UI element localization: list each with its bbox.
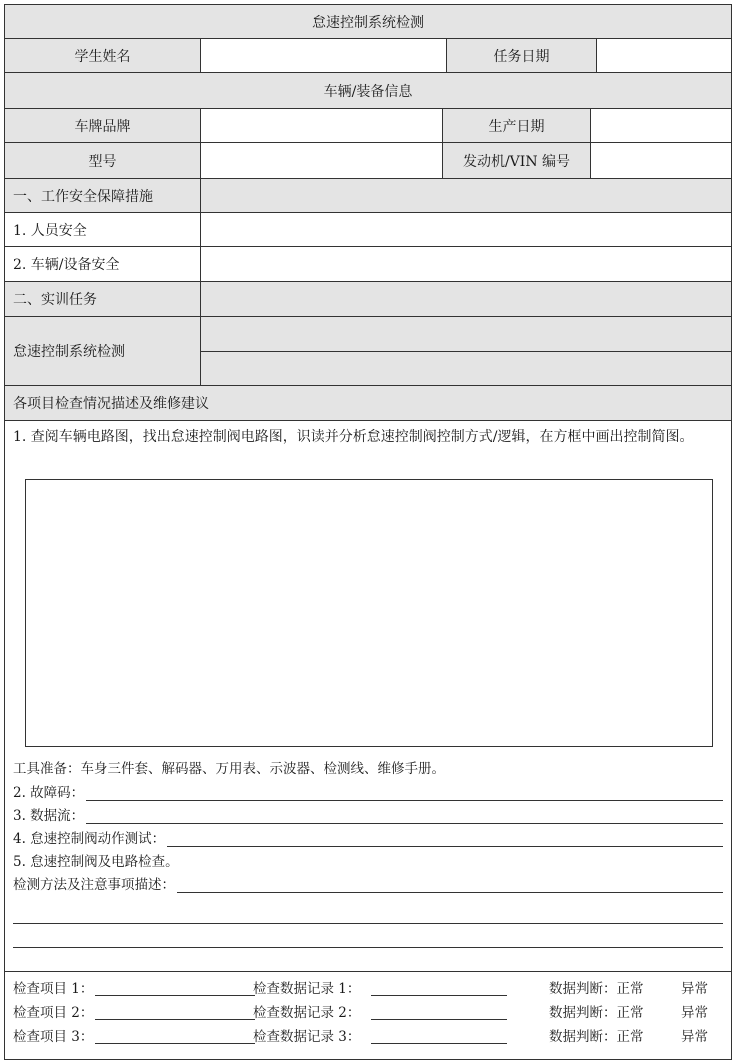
check-record-field-1[interactable] xyxy=(371,995,507,996)
engine-vin-label: 发动机/VIN 编号 xyxy=(443,143,591,178)
student-row xyxy=(5,39,731,73)
inspection-form xyxy=(4,4,732,1060)
method-blank-line-2[interactable] xyxy=(13,947,723,948)
model-label: 型号 xyxy=(5,143,201,178)
data-stream-line xyxy=(13,802,723,824)
engine-vin-field[interactable] xyxy=(591,143,731,178)
check-judge-normal-3[interactable]: 数据判断：正常 xyxy=(549,1029,644,1045)
inspection-section-row xyxy=(5,386,731,421)
model-row xyxy=(5,143,731,179)
brand-field[interactable] xyxy=(201,109,443,142)
step1-text: 1. 查阅车辆电路图，找出怠速控制阀电路图，识读并分析怠速控制阀控制方式/逻辑，在方框中画出控制简图。 xyxy=(13,429,694,445)
tools-label: 工具准备：车身三件套、解码器、万用表、示波器、检测线、维修手册。 xyxy=(13,761,445,777)
vehicle-header: 车辆/装备信息 xyxy=(323,83,413,100)
fault-code-field[interactable] xyxy=(86,778,723,801)
personnel-safety-row xyxy=(5,213,731,247)
safety-section-row xyxy=(5,179,731,213)
vehicle-safety-row xyxy=(5,247,731,282)
check-item-label-2: 检查项目 2： xyxy=(13,1005,94,1021)
production-date-field[interactable] xyxy=(591,109,731,142)
training-section-blank xyxy=(201,282,731,316)
check-item-field-2[interactable] xyxy=(95,1019,255,1020)
check-item-field-1[interactable] xyxy=(95,995,255,996)
inspection-section-title: 各项目检查情况描述及维修建议 xyxy=(13,396,209,412)
fault-code-label: 2. 故障码： xyxy=(13,785,85,801)
brand-label: 车牌品牌 xyxy=(5,109,201,142)
form-title: 怠速控制系统检测 xyxy=(312,14,424,31)
training-task-line-1[interactable] xyxy=(201,317,731,352)
model-field[interactable] xyxy=(201,143,443,178)
check-row-2 xyxy=(13,1001,723,1023)
data-stream-label: 3. 数据流： xyxy=(13,808,85,824)
check-record-field-3[interactable] xyxy=(371,1043,507,1044)
student-name-field[interactable] xyxy=(201,39,447,72)
vehicle-header-row xyxy=(5,73,731,109)
production-date-label: 生产日期 xyxy=(443,109,591,142)
check-judge-abnormal-3[interactable]: 异常 xyxy=(681,1029,708,1045)
task-date-label: 任务日期 xyxy=(447,39,597,72)
check-judge-abnormal-2[interactable]: 异常 xyxy=(681,1005,708,1021)
personnel-safety-label: 1. 人员安全 xyxy=(5,213,201,246)
check-judge-normal-1[interactable]: 数据判断：正常 xyxy=(549,981,644,997)
fault-code-line xyxy=(13,779,723,801)
check-record-field-2[interactable] xyxy=(371,1019,507,1020)
safety-section-blank xyxy=(201,179,731,212)
check-record-label-1: 检查数据记录 1： xyxy=(253,981,361,997)
check-judge-normal-2[interactable]: 数据判断：正常 xyxy=(549,1005,644,1021)
check-item-label-3: 检查项目 3： xyxy=(13,1029,94,1045)
task-date-field[interactable] xyxy=(597,39,731,72)
vehicle-safety-label: 2. 车辆/设备安全 xyxy=(5,247,201,281)
method-field[interactable] xyxy=(177,870,723,893)
training-section-title: 二、实训任务 xyxy=(5,282,201,316)
training-task-row xyxy=(5,317,731,386)
training-task-line-2[interactable] xyxy=(201,352,731,386)
check-section-divider xyxy=(5,971,731,972)
form-title-row xyxy=(5,5,731,39)
brand-row xyxy=(5,109,731,143)
training-section-row xyxy=(5,282,731,317)
vehicle-safety-field[interactable] xyxy=(201,247,731,281)
check-item-field-3[interactable] xyxy=(95,1043,255,1044)
tools-text xyxy=(13,755,723,777)
training-task-field[interactable] xyxy=(201,317,731,385)
circuit-check-line xyxy=(13,848,723,870)
method-blank-line-1[interactable] xyxy=(13,923,723,924)
check-row-1 xyxy=(13,977,723,999)
actuator-test-label: 4. 怠速控制阀动作测试： xyxy=(13,831,166,847)
check-record-label-3: 检查数据记录 3： xyxy=(253,1029,361,1045)
method-label: 检测方法及注意事项描述： xyxy=(13,877,175,893)
actuator-test-line xyxy=(13,825,723,847)
safety-section-title: 一、工作安全保障措施 xyxy=(5,179,201,212)
diagram-drawing-box[interactable] xyxy=(25,479,713,747)
method-line xyxy=(13,871,723,893)
check-judge-abnormal-1[interactable]: 异常 xyxy=(681,981,708,997)
student-name-label: 学生姓名 xyxy=(5,39,201,72)
check-item-label-1: 检查项目 1： xyxy=(13,981,94,997)
check-row-3 xyxy=(13,1025,723,1047)
actuator-test-field[interactable] xyxy=(167,824,723,847)
training-task-label: 怠速控制系统检测 xyxy=(5,317,201,385)
circuit-check-label: 5. 怠速控制阀及电路检查。 xyxy=(13,854,179,870)
check-record-label-2: 检查数据记录 2： xyxy=(253,1005,361,1021)
data-stream-field[interactable] xyxy=(86,801,723,824)
personnel-safety-field[interactable] xyxy=(201,213,731,246)
